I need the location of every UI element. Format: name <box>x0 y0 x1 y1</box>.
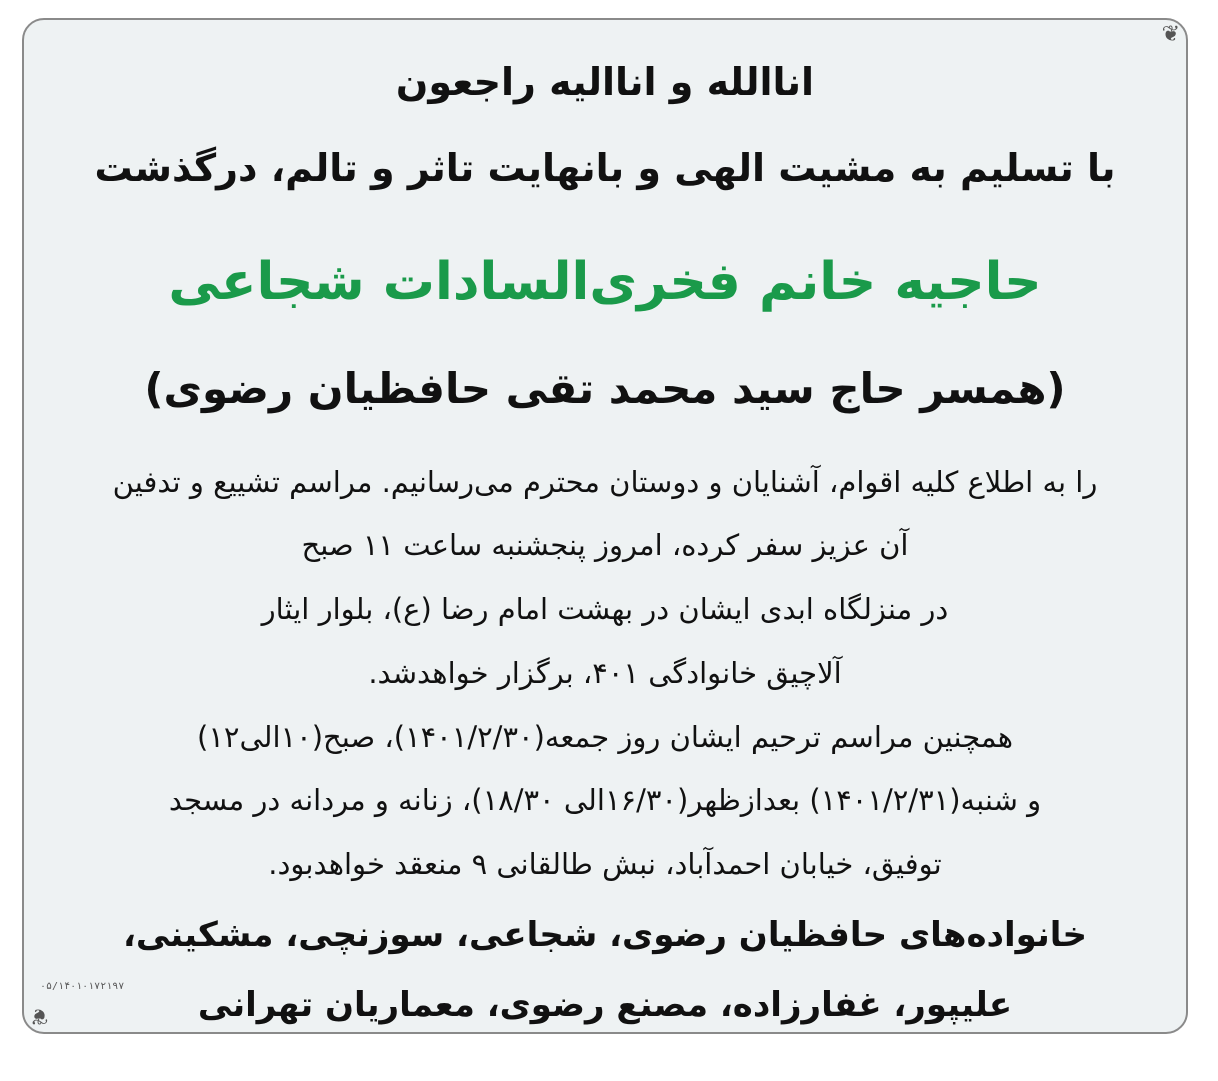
body-line: را به اطلاع کلیه اقوام، آشنایان و دوستان محترم می‌رسانیم. مراسم تشییع و تدفین <box>112 465 1098 499</box>
body-line: همچنین مراسم ترحیم ایشان روز جمعه(۱۴۰۱/۲/۳۰)، صبح(۱۰الی۱۲) <box>197 720 1013 754</box>
body-line: آن عزیز سفر کرده، امروز پنجشنبه ساعت ۱۱ صبح <box>301 528 909 562</box>
body-line: و شنبه(۱۴۰۱/۲/۳۱) بعدازظهر(۱۶/۳۰الی ۱۸/۳۰)، زنانه و مردانه در مسجد <box>168 783 1042 817</box>
deceased-name: حاجیه خانم فخری‌السادات شجاعی <box>168 252 1042 312</box>
spouse-line: (همسر حاج سید محمد تقی حافظیان رضوی) <box>144 364 1066 413</box>
families-line: خانواده‌های حافظیان رضوی، شجاعی، سوزنچی، مشکینی، <box>122 915 1087 955</box>
opening-verse: اناالله و اناالیه راجعون <box>395 60 815 104</box>
body-line: در منزلگاه ابدی ایشان در بهشت امام رضا (ع)، بلوار ایثار <box>261 592 949 626</box>
reference-number: ۰۵/۱۴۰۱۰۱۷۲۱۹۷ <box>40 981 125 992</box>
body-line: توفیق، خیابان احمدآباد، نبش طالقانی ۹ منعقد خواهدبود. <box>268 847 942 881</box>
corner-ornament-icon: ❦ <box>30 1003 49 1028</box>
families-line: علیپور، غفارزاده، مصنع رضوی، معماریان تهرانی <box>197 985 1013 1025</box>
corner-ornament-icon: ❦ <box>1161 22 1180 47</box>
body-line: آلاچیق خانوادگی ۴۰۱، برگزار خواهدشد. <box>368 656 842 690</box>
intro-line: با تسلیم به مشیت الهی و بانهایت تاثر و تالم، درگذشت <box>94 146 1116 190</box>
obituary-notice <box>22 18 1188 1034</box>
